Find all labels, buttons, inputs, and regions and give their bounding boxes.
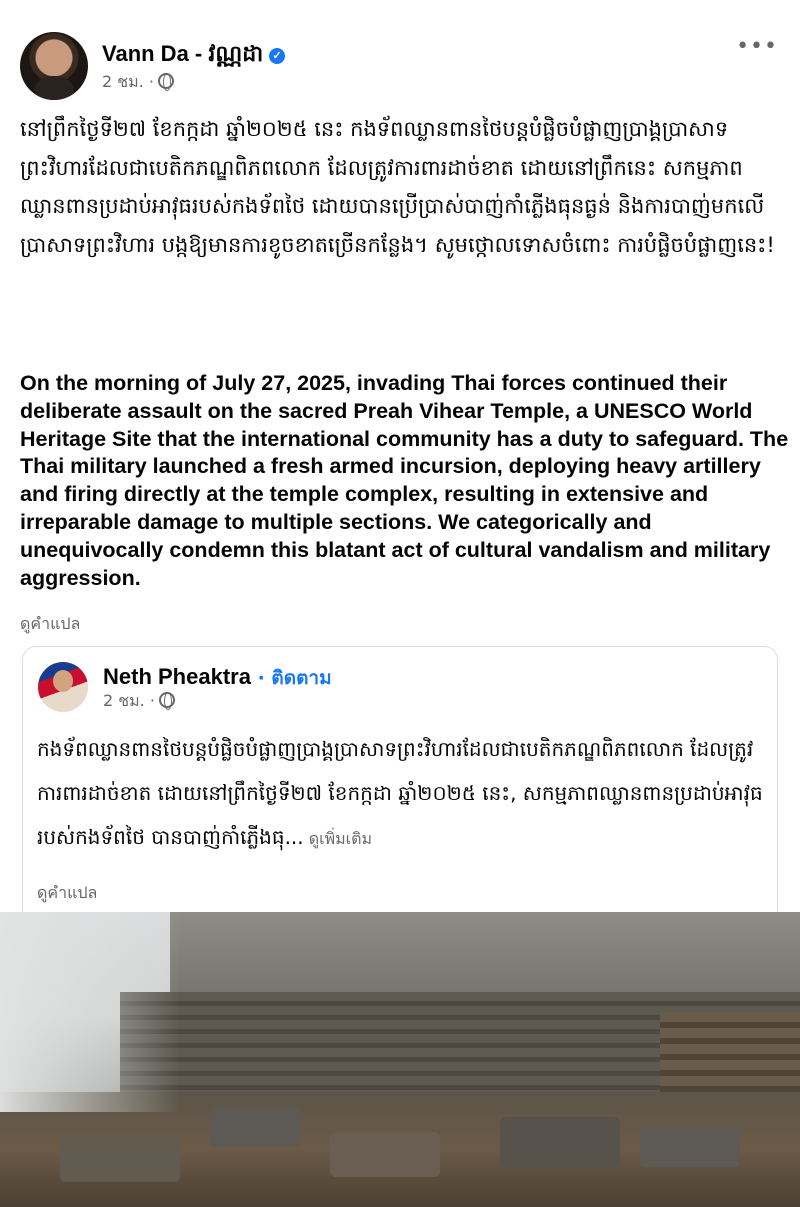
- fallen-stone: [60, 1137, 180, 1182]
- fallen-stone: [500, 1117, 620, 1167]
- temple-upper-wall: [170, 912, 800, 1002]
- shared-post-meta: [103, 689, 175, 714]
- shared-post-time[interactable]: 2 ชม. ·: [103, 691, 155, 710]
- author-name-row: [102, 40, 285, 72]
- post-photo[interactable]: [0, 912, 800, 1207]
- shared-post-text: [37, 727, 767, 861]
- shared-author-name[interactable]: Neth Pheaktra: [103, 664, 251, 689]
- fallen-stone: [330, 1132, 440, 1177]
- post-header: [20, 30, 780, 102]
- shared-post-body: កងទ័ពឈ្លានពានថៃបន្តបំផ្លិចបំផ្លាញប្រាង្គប្រាសាទព្រះវិហារដែលជាបេតិកភណ្ឌពិភពលោក ដែលត្រូវការពារដាច់ខាត ដោយនៅព្រឹកថ្ងៃទី២៧ ខែកក្កដា ឆ្នាំ២០២៥ នេះ, សកម្មភាពឈ្លានពានប្រដាប់អាវុធរបស់កងទ័ពថៃ បានបាញ់កាំភ្លើងធុ...: [37, 737, 763, 849]
- post-meta: [102, 70, 174, 95]
- post-khmer-text: នៅព្រឹកថ្ងៃទី២៧ ខែកក្កដា ឆ្នាំ២០២៥ នេះ កងទ័ពឈ្លានពានថៃបន្តបំផ្លិចបំផ្លាញប្រាង្គប្រាសាទព្រះវិហារដែលជាបេតិកភណ្ឌពិភពលោក ដែលត្រូវការពារដាច់ខាត ដោយនៅព្រឹកនេះ សកម្មភាពឈ្លានពានប្រដាប់អាវុធរបស់កងទ័ពថៃ ដោយបានប្រើប្រាស់បាញ់កាំភ្លើងធុនធ្ងន់ និងការបាញ់មកលើប្រាសាទព្រះវិហារ បង្កឱ្យមានការខូចខាតច្រើនកន្លែង។ សូមថ្កោលទោសចំពោះ ការបំផ្លិចបំផ្លាញនេះ!: [20, 117, 775, 257]
- more-options-icon[interactable]: •••: [736, 34, 778, 59]
- post-time[interactable]: 2 ชม. ·: [102, 72, 154, 91]
- shared-author-avatar[interactable]: [38, 662, 88, 712]
- see-translation-link[interactable]: ดูคำแปล: [20, 614, 81, 633]
- author-avatar[interactable]: [20, 32, 88, 100]
- shared-see-translation-link[interactable]: ดูคำแปล: [37, 883, 98, 902]
- post-english-text: On the morning of July 27, 2025, invading Thai forces continued their deliberate assault on the sacred Preah Vihear Temple, a UNESCO World Heritage Site that the international community has a duty to safeguard. The Thai military launched a fresh armed incursion, deploying heavy artillery and firing directly at the temple complex, resulting in extensive and irreparable damage to multiple sections. We categorically and unequivocally condemn this blatant act of cultural vandalism and military aggression.: [20, 371, 789, 590]
- author-name[interactable]: Vann Da - វណ្ណដា: [102, 41, 264, 66]
- shared-post-card[interactable]: [22, 646, 778, 916]
- fog-overlay: [0, 912, 180, 1112]
- fallen-stone: [640, 1127, 740, 1167]
- globe-icon: [158, 73, 174, 89]
- verified-badge-icon: ✓: [269, 48, 285, 64]
- globe-icon: [159, 692, 175, 708]
- see-more-link[interactable]: ดูเพิ่มเติม: [303, 829, 373, 848]
- fallen-stone: [210, 1107, 300, 1147]
- follow-button[interactable]: · ติดตาม: [250, 667, 332, 689]
